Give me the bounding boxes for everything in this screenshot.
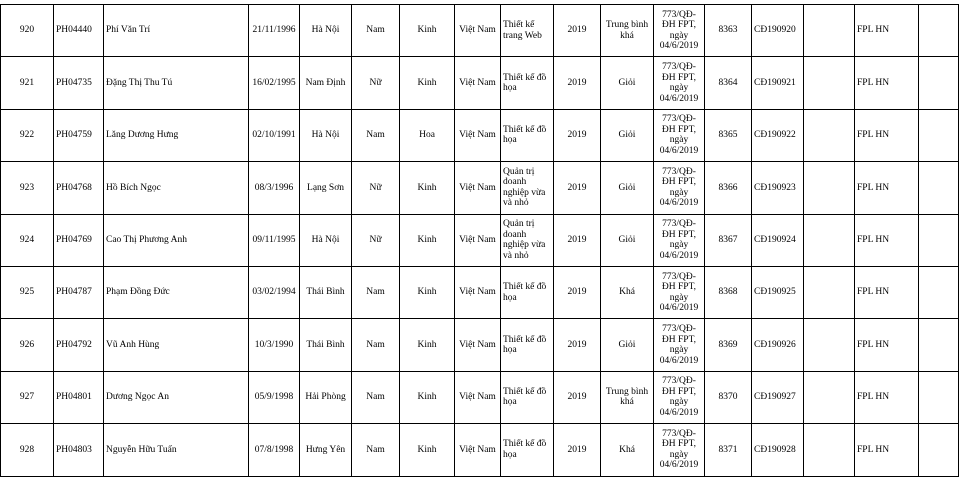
birth-place-cell: Hưng Yên [300,424,352,476]
table-row [1,5,959,57]
register-number-cell: 8371 [705,424,752,476]
certificate-number-cell: CĐ190924 [752,214,804,266]
table-row [1,371,959,423]
table-row [1,266,959,318]
student-id-cell: PH04769 [54,214,104,266]
row-number-cell: 920 [1,5,54,57]
table-row [1,162,959,214]
major-cell: Thiết kế đồ họa [501,424,554,476]
gender-cell: Nam [352,424,400,476]
gender-cell: Nam [352,371,400,423]
campus-cell: FPL HN [855,5,919,57]
student-id-cell: PH04792 [54,319,104,371]
student-id-cell: PH04440 [54,5,104,57]
decision-cell: 773/QĐ-ĐH FPT, ngày 04/6/2019 [654,109,705,161]
campus-cell: FPL HN [855,424,919,476]
empty-cell [919,266,959,318]
row-number-cell: 923 [1,162,54,214]
ethnicity-cell: Kinh [400,57,455,109]
register-number-cell: 8366 [705,162,752,214]
birth-date-cell: 02/10/1991 [249,109,300,161]
ethnicity-cell: Kinh [400,371,455,423]
classification-cell: Khá [601,424,654,476]
table-row [1,424,959,476]
birth-place-cell: Thái Bình [300,266,352,318]
nationality-cell: Việt Nam [455,214,501,266]
empty-cell [804,319,855,371]
empty-cell [804,109,855,161]
graduation-year-cell: 2019 [554,214,601,266]
empty-cell [919,5,959,57]
student-id-cell: PH04768 [54,162,104,214]
nationality-cell: Việt Nam [455,109,501,161]
register-number-cell: 8370 [705,371,752,423]
certificate-number-cell: CĐ190928 [752,424,804,476]
ethnicity-cell: Kinh [400,319,455,371]
table-row [1,57,959,109]
empty-cell [804,57,855,109]
campus-cell: FPL HN [855,109,919,161]
register-number-cell: 8365 [705,109,752,161]
decision-cell: 773/QĐ-ĐH FPT, ngày 04/6/2019 [654,424,705,476]
campus-cell: FPL HN [855,162,919,214]
ethnicity-cell: Kinh [400,424,455,476]
decision-cell: 773/QĐ-ĐH FPT, ngày 04/6/2019 [654,162,705,214]
certificate-number-cell: CĐ190927 [752,371,804,423]
major-cell: Thiết kế đồ họa [501,57,554,109]
birth-place-cell: Lạng Sơn [300,162,352,214]
birth-date-cell: 10/3/1990 [249,319,300,371]
table-row [1,214,959,266]
major-cell: Quản trị doanh nghiệp vừa và nhỏ [501,162,554,214]
birth-place-cell: Hà Nội [300,214,352,266]
empty-cell [919,57,959,109]
empty-cell [804,371,855,423]
decision-cell: 773/QĐ-ĐH FPT, ngày 04/6/2019 [654,214,705,266]
student-name-cell: Hồ Bích Ngọc [104,162,249,214]
decision-cell: 773/QĐ-ĐH FPT, ngày 04/6/2019 [654,319,705,371]
certificate-number-cell: CĐ190923 [752,162,804,214]
empty-cell [804,266,855,318]
certificate-number-cell: CĐ190922 [752,109,804,161]
student-name-cell: Đặng Thị Thu Tú [104,57,249,109]
register-number-cell: 8364 [705,57,752,109]
birth-date-cell: 03/02/1994 [249,266,300,318]
major-cell: Thiết kế đồ họa [501,266,554,318]
gender-cell: Nữ [352,57,400,109]
student-id-cell: PH04803 [54,424,104,476]
campus-cell: FPL HN [855,371,919,423]
student-name-cell: Vũ Anh Hùng [104,319,249,371]
decision-cell: 773/QĐ-ĐH FPT, ngày 04/6/2019 [654,5,705,57]
birth-place-cell: Hải Phòng [300,371,352,423]
decision-cell: 773/QĐ-ĐH FPT, ngày 04/6/2019 [654,266,705,318]
nationality-cell: Việt Nam [455,162,501,214]
student-name-cell: Dương Ngọc An [104,371,249,423]
decision-cell: 773/QĐ-ĐH FPT, ngày 04/6/2019 [654,371,705,423]
nationality-cell: Việt Nam [455,57,501,109]
empty-cell [804,424,855,476]
campus-cell: FPL HN [855,57,919,109]
graduation-year-cell: 2019 [554,109,601,161]
nationality-cell: Việt Nam [455,319,501,371]
graduation-year-cell: 2019 [554,266,601,318]
birth-date-cell: 21/11/1996 [249,5,300,57]
student-id-cell: PH04787 [54,266,104,318]
empty-cell [919,214,959,266]
certificate-number-cell: CĐ190921 [752,57,804,109]
register-number-cell: 8367 [705,214,752,266]
student-name-cell: Lăng Dương Hưng [104,109,249,161]
gender-cell: Nam [352,266,400,318]
row-number-cell: 921 [1,57,54,109]
major-cell: Thiết kế đồ họa [501,371,554,423]
row-number-cell: 928 [1,424,54,476]
major-cell: Thiết kế trang Web [501,5,554,57]
birth-place-cell: Hà Nội [300,5,352,57]
empty-cell [919,371,959,423]
row-number-cell: 924 [1,214,54,266]
ethnicity-cell: Kinh [400,214,455,266]
birth-place-cell: Hà Nội [300,109,352,161]
graduation-year-cell: 2019 [554,424,601,476]
ethnicity-cell: Kinh [400,5,455,57]
classification-cell: Giỏi [601,214,654,266]
campus-cell: FPL HN [855,319,919,371]
major-cell: Quản trị doanh nghiệp vừa và nhỏ [501,214,554,266]
nationality-cell: Việt Nam [455,5,501,57]
certificate-number-cell: CĐ190920 [752,5,804,57]
graduation-year-cell: 2019 [554,371,601,423]
birth-date-cell: 09/11/1995 [249,214,300,266]
empty-cell [919,319,959,371]
birth-date-cell: 08/3/1996 [249,162,300,214]
student-id-cell: PH04801 [54,371,104,423]
birth-date-cell: 05/9/1998 [249,371,300,423]
classification-cell: Giỏi [601,162,654,214]
row-number-cell: 926 [1,319,54,371]
decision-cell: 773/QĐ-ĐH FPT, ngày 04/6/2019 [654,57,705,109]
certificate-number-cell: CĐ190925 [752,266,804,318]
graduates-table [0,4,959,477]
campus-cell: FPL HN [855,214,919,266]
ethnicity-cell: Kinh [400,162,455,214]
campus-cell: FPL HN [855,266,919,318]
table-row [1,319,959,371]
student-id-cell: PH04735 [54,57,104,109]
graduation-year-cell: 2019 [554,57,601,109]
classification-cell: Giỏi [601,57,654,109]
classification-cell: Khá [601,266,654,318]
empty-cell [804,162,855,214]
major-cell: Thiết kế đồ họa [501,319,554,371]
gender-cell: Nam [352,109,400,161]
classification-cell: Trung bình khá [601,371,654,423]
table-row [1,109,959,161]
nationality-cell: Việt Nam [455,266,501,318]
student-id-cell: PH04759 [54,109,104,161]
row-number-cell: 922 [1,109,54,161]
nationality-cell: Việt Nam [455,424,501,476]
graduation-year-cell: 2019 [554,162,601,214]
nationality-cell: Việt Nam [455,371,501,423]
gender-cell: Nam [352,5,400,57]
birth-date-cell: 16/02/1995 [249,57,300,109]
certificate-number-cell: CĐ190926 [752,319,804,371]
empty-cell [804,5,855,57]
empty-cell [804,214,855,266]
student-name-cell: Phạm Đồng Đức [104,266,249,318]
ethnicity-cell: Kinh [400,266,455,318]
classification-cell: Trung bình khá [601,5,654,57]
graduation-year-cell: 2019 [554,5,601,57]
classification-cell: Giỏi [601,109,654,161]
birth-place-cell: Nam Định [300,57,352,109]
row-number-cell: 927 [1,371,54,423]
student-name-cell: Phí Văn Trí [104,5,249,57]
empty-cell [919,162,959,214]
table-body [1,5,959,477]
graduation-year-cell: 2019 [554,319,601,371]
empty-cell [919,109,959,161]
classification-cell: Giỏi [601,319,654,371]
student-name-cell: Nguyễn Hữu Tuấn [104,424,249,476]
student-name-cell: Cao Thị Phương Anh [104,214,249,266]
major-cell: Thiết kế đồ họa [501,109,554,161]
register-number-cell: 8369 [705,319,752,371]
register-number-cell: 8368 [705,266,752,318]
row-number-cell: 925 [1,266,54,318]
gender-cell: Nữ [352,214,400,266]
birth-date-cell: 07/8/1998 [249,424,300,476]
birth-place-cell: Thái Bình [300,319,352,371]
ethnicity-cell: Hoa [400,109,455,161]
gender-cell: Nam [352,319,400,371]
gender-cell: Nữ [352,162,400,214]
empty-cell [919,424,959,476]
register-number-cell: 8363 [705,5,752,57]
